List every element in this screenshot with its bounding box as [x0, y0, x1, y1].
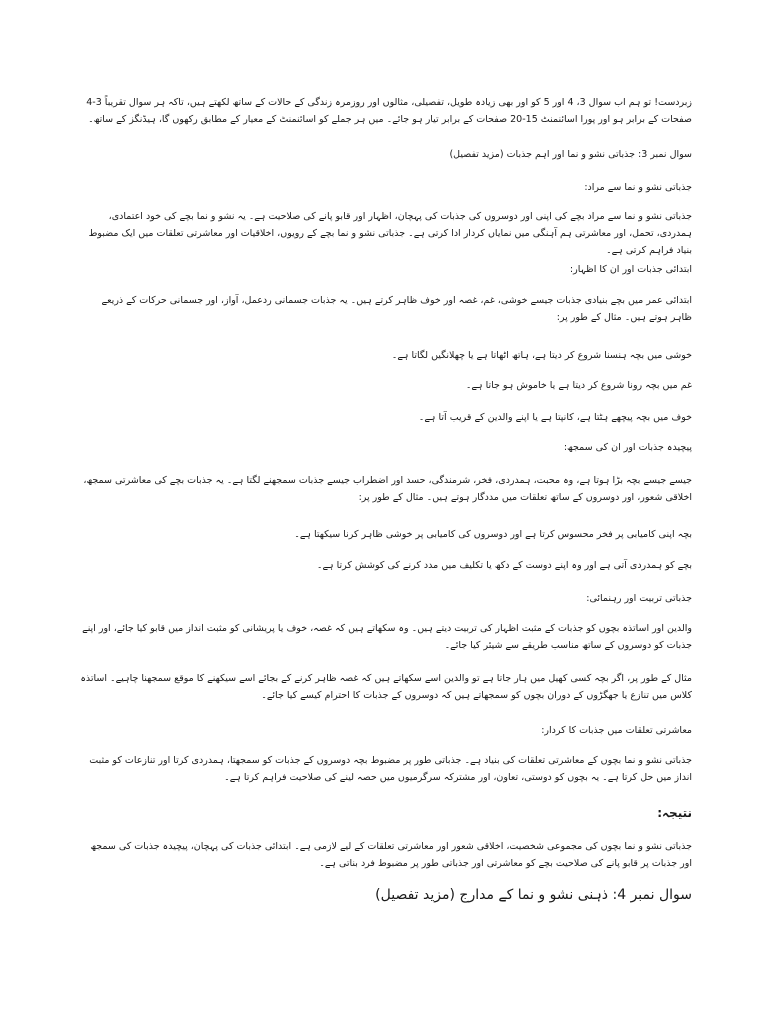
paragraph-emotional-development-meaning: جذباتی نشو و نما سے مراد بچے کی اپنی اور دوسروں کی جذبات کی پہچان، اظہار اور قابو پانے کی صلاحیت ہے۔ یہ نشو و نما بچے کی خود اعتمادی، ہمدردی، تحمل، اور معاشرتی ہم آہنگی میں نمایاں کردار ادا کرتی ہے۔ جذباتی نشو و نما بچے کے رویوں، اخلاقیات اور معاشرتی تعلقات میں ایک مضبوط بنیاد فراہم کرتی ہے۔	[88, 211, 692, 256]
paragraph-social-relations: جذباتی نشو و نما بچوں کے معاشرتی تعلقات کی بنیاد ہے۔ جذباتی طور پر مضبوط بچہ دوسروں کے جذبات کو سمجھتا، ہمدردی کرتا اور تنازعات کو مثبت انداز میں حل کرتا ہے۔ یہ بچوں کو دوستی، تعاون، اور مشترکہ سرگرمیوں میں حصہ لینے کی صلاحیت فراہم کرتا ہے۔	[89, 755, 692, 783]
paragraph-complex-emotions: جیسے جیسے بچہ بڑا ہوتا ہے، وہ محبت، ہمدردی، فخر، شرمندگی، حسد اور اضطراب جیسے جذبات سمجھنے لگتا ہے۔ یہ جذبات بچے کی معاشرتی سمجھ، اخلاقی شعور، اور دوسروں کے ساتھ تعلقات میں مددگار ہوتے ہیں۔ مثال کے طور پر:	[83, 475, 692, 503]
paragraph-conclusion: جذباتی نشو و نما بچوں کی مجموعی شخصیت، اخلاقی شعور اور معاشرتی تعلقات کے لیے لازمی ہے۔ ابتدائی جذبات کی پہچان، پیچیدہ جذبات کی سمجھ اور جذبات پر قابو پانے کی صلاحیت بچے کو معاشرتی اور جذباتی طور پر مضبوط فرد بناتی ہے۔	[90, 841, 692, 869]
example-joy: خوشی میں بچہ ہنسنا شروع کر دیتا ہے، ہاتھ اٹھاتا ہے یا چھلانگیں لگاتا ہے۔	[391, 350, 692, 361]
document-page	[80, 90, 692, 990]
question-3-heading: سوال نمبر 3: جذباتی نشو و نما اور اہم جذبات (مزید تفصیل)	[449, 149, 692, 160]
paragraph-training-example: مثال کے طور پر، اگر بچہ کسی کھیل میں ہار جاتا ہے تو والدین اسے سکھاتے ہیں کہ غصہ ظاہر کرنے کے بجائے اسے سیکھنے کا موقع سمجھنا چاہیے۔ اساتذہ کلاس میں تنازع یا جھگڑوں کے دوران بچوں کو سمجھاتے ہیں کہ دوسروں کے جذبات کا احترام کیسے کیا جائے۔	[80, 673, 692, 701]
paragraph-early-emotions: ابتدائی عمر میں بچے بنیادی جذبات جیسے خوشی، غم، غصہ اور خوف ظاہر کرتے ہیں۔ یہ جذبات جسمانی ردعمل، آواز، اور جسمانی حرکات کے ذریعے ظاہر ہوتے ہیں۔ مثال کے طور پر:	[101, 295, 692, 323]
paragraph-emotional-training: والدین اور اساتذہ بچوں کو جذبات کے مثبت اظہار کی تربیت دیتے ہیں۔ وہ سکھاتے ہیں کہ غصہ، خوف یا پریشانی کو مثبت انداز میں قابو کیا جائے، اور اپنے جذبات کو دوسروں کے ساتھ مناسب طریقے سے شیئر کیا جائے۔	[82, 623, 692, 651]
heading-emotional-development-meaning: جذباتی نشو و نما سے مراد:	[584, 182, 692, 193]
heading-conclusion: نتیجہ:	[657, 806, 692, 820]
intro-paragraph: زبردست! تو ہم اب سوال 3، 4 اور 5 کو اور بھی زیادہ طویل، تفصیلی، مثالوں اور روزمرہ زندگی کے حالات کے ساتھ لکھتے ہیں، تاکہ ہر سوال تقریباً 3-4 صفحات کے برابر ہو اور پورا اسائنمنٹ 15-20 صفحات کے برابر تیار ہو جائے۔ میں ہر جملے کو اسائنمنٹ کے معیار کے مطابق رکھوں گا، ہیڈنگز کے ساتھ۔	[86, 97, 692, 125]
example-fear: خوف میں بچہ پیچھے ہٹتا ہے، کانپتا ہے یا اپنے والدین کے قریب آتا ہے۔	[418, 412, 692, 423]
example-sadness: غم میں بچہ رونا شروع کر دیتا ہے یا خاموش ہو جاتا ہے۔	[465, 380, 692, 391]
heading-early-emotions: ابتدائی جذبات اور ان کا اظہار:	[569, 264, 692, 275]
heading-complex-emotions: پیچیدہ جذبات اور ان کی سمجھ:	[563, 442, 692, 453]
question-4-heading: سوال نمبر 4: ذہنی نشو و نما کے مدارج (مزید تفصیل)	[375, 887, 692, 903]
example-pride: بچہ اپنی کامیابی پر فخر محسوس کرتا ہے اور دوسروں کی کامیابی پر خوشی ظاہر کرنا سیکھتا ہے۔	[294, 529, 692, 540]
heading-emotional-training: جذباتی تربیت اور رہنمائی:	[586, 593, 692, 604]
example-empathy: بچے کو ہمدردی آتی ہے اور وہ اپنے دوست کے دکھ یا تکلیف میں مدد کرنے کی کوشش کرتا ہے۔	[316, 560, 692, 571]
heading-social-relations: معاشرتی تعلقات میں جذبات کا کردار:	[541, 725, 692, 736]
